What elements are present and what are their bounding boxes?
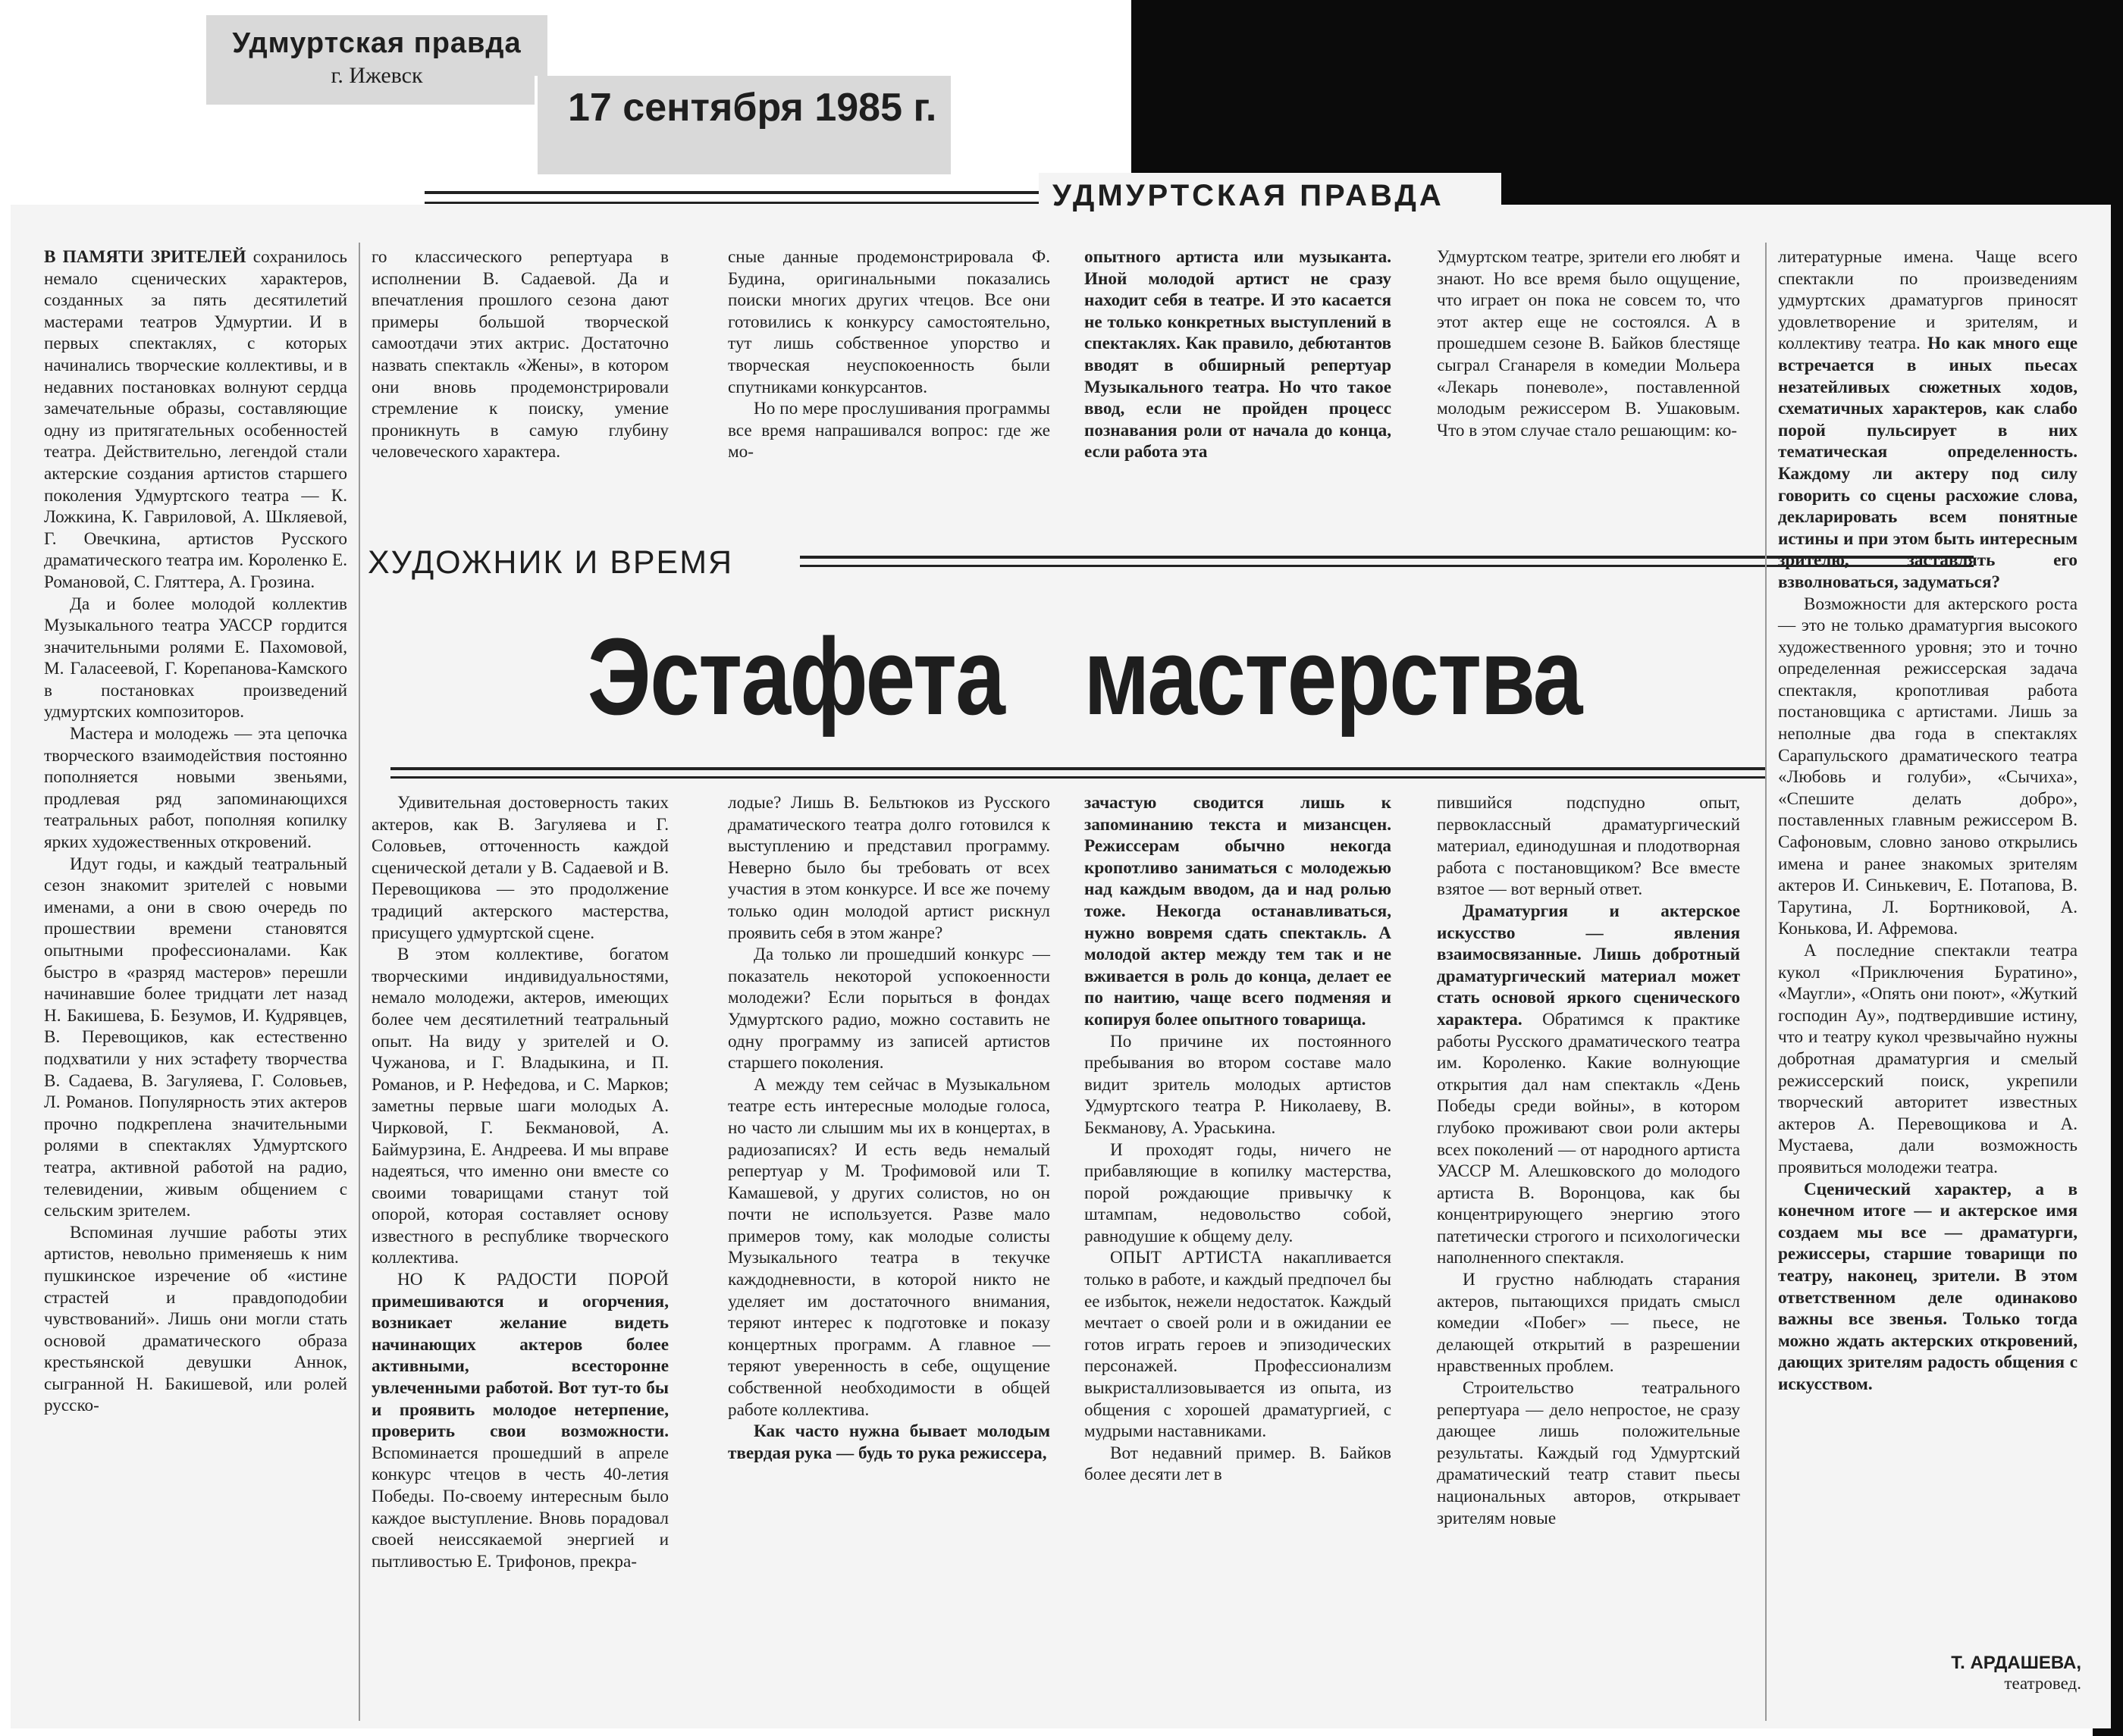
column-2-bold-text: примешиваются и огорчения, возникает желание видеть начинающих актеров более активными, всесторонне увлеченными работой. Вот тут-то бы и проявить молодое нетерпение, проверить свои возможности.	[372, 1291, 669, 1442]
column-1-paragraph: Мастера и молодежь — эта цепочка творческого взаимодействия постоянно пополняется новыми звеньями, продлевая ряд запоминающихся театральных работ, пополняя копилку ярких художественных откровений.	[44, 724, 347, 853]
column-2-paragraph: В этом коллективе, богатом творческими индивидуальностями, немало молодежи, актеров, имеющих более чем десятилетний театральный опыт. На виду у зрителей и О. Чужанова, и Г. Владыкина, и П. Романов, и Р. Нефедова, и С. Марков; заметны первые шаги молодых А. Чирковой, Г. Бекмановой, А. Баймурзина, Е. Андреева. И мы вправе надеяться, что именно они вместе со своими товарищами станут той опорой, которая составляет основу известного в республике творческого коллектива.	[372, 945, 669, 1268]
author-name: Т. АРДАШЕВА,	[1951, 1653, 2081, 1673]
upper-column-4	[1084, 246, 1391, 463]
column-4-lead: ОПЫТ АРТИСТА	[1110, 1248, 1263, 1268]
column-4-paragraph: По причине их постоянного пребывания во втором составе мало видит зритель молодых артистов Удмуртского театра Р. Николаеву, В. Бекманову, А. Ураськина.	[1084, 1031, 1391, 1138]
column-6-bold-text: Но как много еще встречается в иных пьесах незатейливых сюжетных ходов, схематичных характеров, как слабо порой пульсирует в них тематическая определенность. Каждому ли актеру под силу говорить со сцены расхожие слова, декларировать всем понятные истины и при этом быть интересным зрителю, заставлять его взволноваться, задуматься?	[1778, 334, 2078, 592]
rubric: ХУДОЖНИК И ВРЕМЯ	[368, 544, 734, 581]
newspaper-label-city: г. Ижевск	[331, 63, 423, 88]
column-3-paragraph: лодые? Лишь В. Бельтюков из Русского драматического театра долго готовился к выступлению и представил программу. Неверно было бы требовать от всех участия в этом конкурсе. И все же почему только один молодой артист рискнул проявить себя в этом жанре?	[728, 793, 1050, 943]
column-6-paragraph: Возможности для актерского роста — это не только драматургия высокого художественного уровня; это и точно определенная режиссерская задача спектакля, кропотливая работа постановщика с артистами. Лишь за неполные два года в спектаклях Сарапульского драматического театра «Любовь и голуби», «Сычиха», «Спешите делать добро», поставленных главным режиссером В. Сафоновым, словно заново открылись имена и ранее знакомых зрителям актеров И. Синькевич, Е. Потапова, В. Тарутина, Л. Бортниковой, А. Конькова, И. Афремова.	[1778, 594, 2078, 939]
upper-column-5	[1437, 246, 1740, 441]
date-label	[535, 76, 951, 174]
newspaper-label	[206, 15, 547, 105]
column-1-paragraph: Идут годы, и каждый театральный сезон знакомит зрителей с новыми именами, а они в свою очередь по прошествии времени становятся опытными профессионалами. Как быстро в «разряд мастеров» перешли начинавшие более тридцати лет назад Н. Бакишева, Б. Безумов, И. Кудрявцев, В. Перевощиков, как естественно подхватили у них эстафету творчества В. Садаева, В. Загуляева, Г. Соловьев, Л. Романов. Популярность этих актеров прочно подкреплена значительными ролями в спектаклях Удмуртского театра, активной работой на радио, телевидении, живым общением с сельским зрителем.	[44, 854, 347, 1221]
upper-column-2-text: го классического репертуара в исполнении В. Садаевой. Да и впечатления прошлого сезона дают примеры большой творческой самоотдачи этих актрис. Достаточно назвать спектакль «Жены», в котором они вновь продемонстрировали стремление к поиску, умение проникнуть в самую глубину человеческого характера.	[372, 247, 669, 462]
upper-column-5-text: Удмуртском театре, зрители его любят и знают. Но все время было ощущение, что играет он пока не совсем то, что этот актер еще не состоялся. А в прошедшем сезоне В. Байков блестяще сыграл Сганареля в комедии Мольера «Лекарь поневоле», поставленной молодым режиссером В. Ушаковым. Что в этом случае стало решающим: ко-	[1437, 247, 1740, 440]
column-divider	[1765, 243, 1767, 1721]
column-6-paragraph: А последние спектакли театра кукол «Приключения Буратино», «Маугли», «Опять они поют», «Жуткий господин Ау», подтвердившие истину, что и театру кукол чрезвычайно нужны добротная драматургия и смелый режиссерский поиск, укрепили творческий авторитет известных актеров А. Перевощикова и А. Мустаева, дали возможность проявиться молодежи театра.	[1778, 941, 2078, 1177]
upper-column-2	[372, 246, 669, 463]
column-5-paragraph: пившийся подспудно опыт, первоклассный драматургический материал, единодушная и плодотворная работа с постановщиком? Все вместе взятое — вот верный ответ.	[1437, 793, 1740, 900]
publication-date: 17 сентября 1985 г.	[568, 86, 937, 130]
signature	[1850, 1653, 2081, 1694]
headline-rule	[390, 767, 1765, 779]
column-2-lead: НО К РАДОСТИ ПОРОЙ	[397, 1270, 669, 1290]
upper-column-3	[728, 246, 1050, 463]
author-role: театровед.	[2004, 1674, 2081, 1693]
headline: Эстафета мастерства	[587, 616, 1582, 738]
column-6-bold-text: Сценический характер, а в конечном итоге — и актерское имя создаем мы все — драматурги, режиссеры, старшие товарищи по театру, наконец, зрители. В этом ответственном деле одинаково важны все звенья. Только тогда можно ждать актерских откровений, дающих зрителям радость общения с искусством.	[1778, 1179, 2078, 1394]
column-6-paragraph: литературные имена. Чаще всего спектакли по произведениям удмуртских драматургов приносят удовлетворение и зрителям, и коллективу театра.	[1778, 247, 2078, 354]
column-4-paragraph: накапливается только в работе, и каждый предпочел бы ее избыток, нежели недостаток. Каждый мечтает о своей роли и в ожидании ее готов играть героев и эпизодических персонажей. Профессионализм выкристаллизовывается из опыта, из общения с хорошей драматургией, с мудрыми наставниками.	[1084, 1248, 1391, 1442]
column-2	[372, 792, 669, 1572]
column-4-bold-text: зачастую сводится лишь к запоминанию текста и мизансцен. Режиссерам обычно некогда кропотливо заниматься с молодежью над каждым вводом, да и над ролью тоже. Некогда останавливаться, нужно вовремя сдать спектакль. А молодой актер между тем так и не вживается в роль до конца, делает ее по наитию, чаще всего подменяя и копируя более опытного товарища.	[1084, 793, 1391, 1029]
column-3-paragraph: А между тем сейчас в Музыкальном театре есть интересные молодые голоса, но часто ли слышим мы их в концертах, в радиозаписях? И есть ведь немалый репертуар у М. Трофимовой или Т. Камашевой, у других солистов, но он почти не используется. Разве мало примеров тому, как молодые солисты Музыкального театра в текучке каждодневности, в которой никто не уделяет им достаточного внимания, теряют интерес к подготовке и показу концертных программ. А главное — теряют уверенность в себе, ощущение собственной необходимости в общей работе коллектива.	[728, 1074, 1050, 1420]
column-3-bold-text: Как часто нужна бывает молодым твердая рука — будь то рука режиссера,	[728, 1421, 1050, 1463]
column-2-paragraph: Удивительная достоверность таких актеров, как В. Загуляева и Г. Соловьев, отточенность каждой сценической детали у В. Садаевой и В. Перевощикова — это продолжение традиций актерского мастерства, присущего удмуртской сцене.	[372, 793, 669, 943]
column-4	[1084, 792, 1391, 1486]
column-4-paragraph: И проходят годы, ничего не прибавляющие в копилку мастерства, порой рождающие привычку к штампам, недовольство собой, равнодушие к общему делу.	[1084, 1139, 1391, 1246]
upper-column-4-text: опытного артиста или музыканта. Иной молодой артист не сразу находит себя в театре. И это касается не только конкретных выступлений в спектаклях. Как правило, дебютантов вводят в обширный репертуар Музыкального театра. Но что такое ввод, если не пройден процесс познавания роли от начала до конца, если работа эта	[1084, 247, 1391, 462]
column-1-paragraph: сохранилось немало сценических характеров, созданных за пять десятилетий мастерами театров Удмуртии. И в первых спектаклях, с которых начинались творческие коллективы, и в недавних постановках волнуют сердца замечательные образы, составляющие одну из притягательных особенностей театра. Действительно, легендой стали актерские создания артистов старшего поколения Удмуртского театра — К. Ложкина, К. Гавриловой, А. Шкляевой, Г. Овечкина, артистов Русского драматического театра им. Короленко Е. Романовой, С. Гляттера, А. Грозина.	[44, 247, 347, 592]
masthead: УДМУРТСКАЯ ПРАВДА	[1039, 173, 1501, 218]
column-5-paragraph: И грустно наблюдать старания актеров, пытающихся придать смысл комедии «Побег» — пьесе, не делающей открытий в разрешении нравственных проблем.	[1437, 1270, 1740, 1377]
column-5	[1437, 792, 1740, 1529]
column-1-paragraph: Да и более молодой коллектив Музыкального театра УАССР гордится значительными ролями Е. Пахомовой, М. Галасеевой, Г. Корепанова-Камского в постановках произведений удмуртских композиторов.	[44, 594, 347, 722]
column-6	[1778, 246, 2078, 1395]
column-1	[44, 246, 347, 1417]
column-5-bold-text: Драматургия и актерское искусство — явления взаимосвязанные. Лишь добротный драматургический материал может стать основой яркого сценического характера.	[1437, 901, 1740, 1029]
column-5-paragraph: Строительство театрального репертуара — дело непростое, не сразу дающее лишь положительные результаты. Каждый год Удмуртский драматический театр ставит пьесы национальных авторов, открывает зрителям новые	[1437, 1378, 1740, 1528]
column-1-paragraph: Вспоминая лучшие работы этих артистов, невольно применяешь к ним пушкинское изречение об «истине страстей и правдоподобии чувствований». Лишь они могли стать основой драматического образа крестьянской девушки Аннок, сыгранной Н. Бакишевой, или ролей русско-	[44, 1222, 347, 1416]
upper-column-3-text: сные данные продемонстрировала Ф. Будина, оригинальными показались поиски многих других чтецов. Все они готовились к конкурсу самостоятельно, тут лишь собственное упорство и творческая неуспокоенность были спутниками конкурсантов.	[728, 247, 1050, 397]
upper-column-3-text-2: Но по мере прослушивания программы все время напрашивался вопрос: где же мо-	[728, 399, 1050, 462]
newspaper-label-title: Удмуртская правда	[232, 27, 522, 59]
column-3-paragraph: Да только ли прошедший конкурс — показатель некоторой успокоенности молодежи? Если порыться в фондах Удмуртского радио, можно составить не одну программу из записей артистов старшего поколения.	[728, 945, 1050, 1073]
column-3	[728, 792, 1050, 1464]
column-5-paragraph: Обратимся к практике работы Русского драматического театра им. Короленко. Какие волнующие открытия дал нам спектакль «День Победы среди войны», в котором глубоко проживают свои роли актеры всех поколений — от народного артиста УАССР М. Алешковского до молодого артиста В. Воронцова, как бы концентрирующего энергию этого патетически строгого и психологически наполненного спектакля.	[1437, 1009, 1740, 1268]
column-divider	[359, 243, 360, 1721]
column-2-paragraph: Вспоминается прошедший в апреле конкурс чтецов в честь 40-летия Победы. По-своему интересным было каждое выступление. Вновь порадовал своей неиссякаемой энергией и пытливостью Е. Трифонов, прекра-	[372, 1443, 669, 1571]
column-4-paragraph: Вот недавний пример. В. Байков более десяти лет в	[1084, 1443, 1391, 1485]
column-1-lead: В ПАМЯТИ ЗРИТЕЛЕЙ	[44, 247, 246, 267]
masthead-rule	[425, 191, 1062, 204]
